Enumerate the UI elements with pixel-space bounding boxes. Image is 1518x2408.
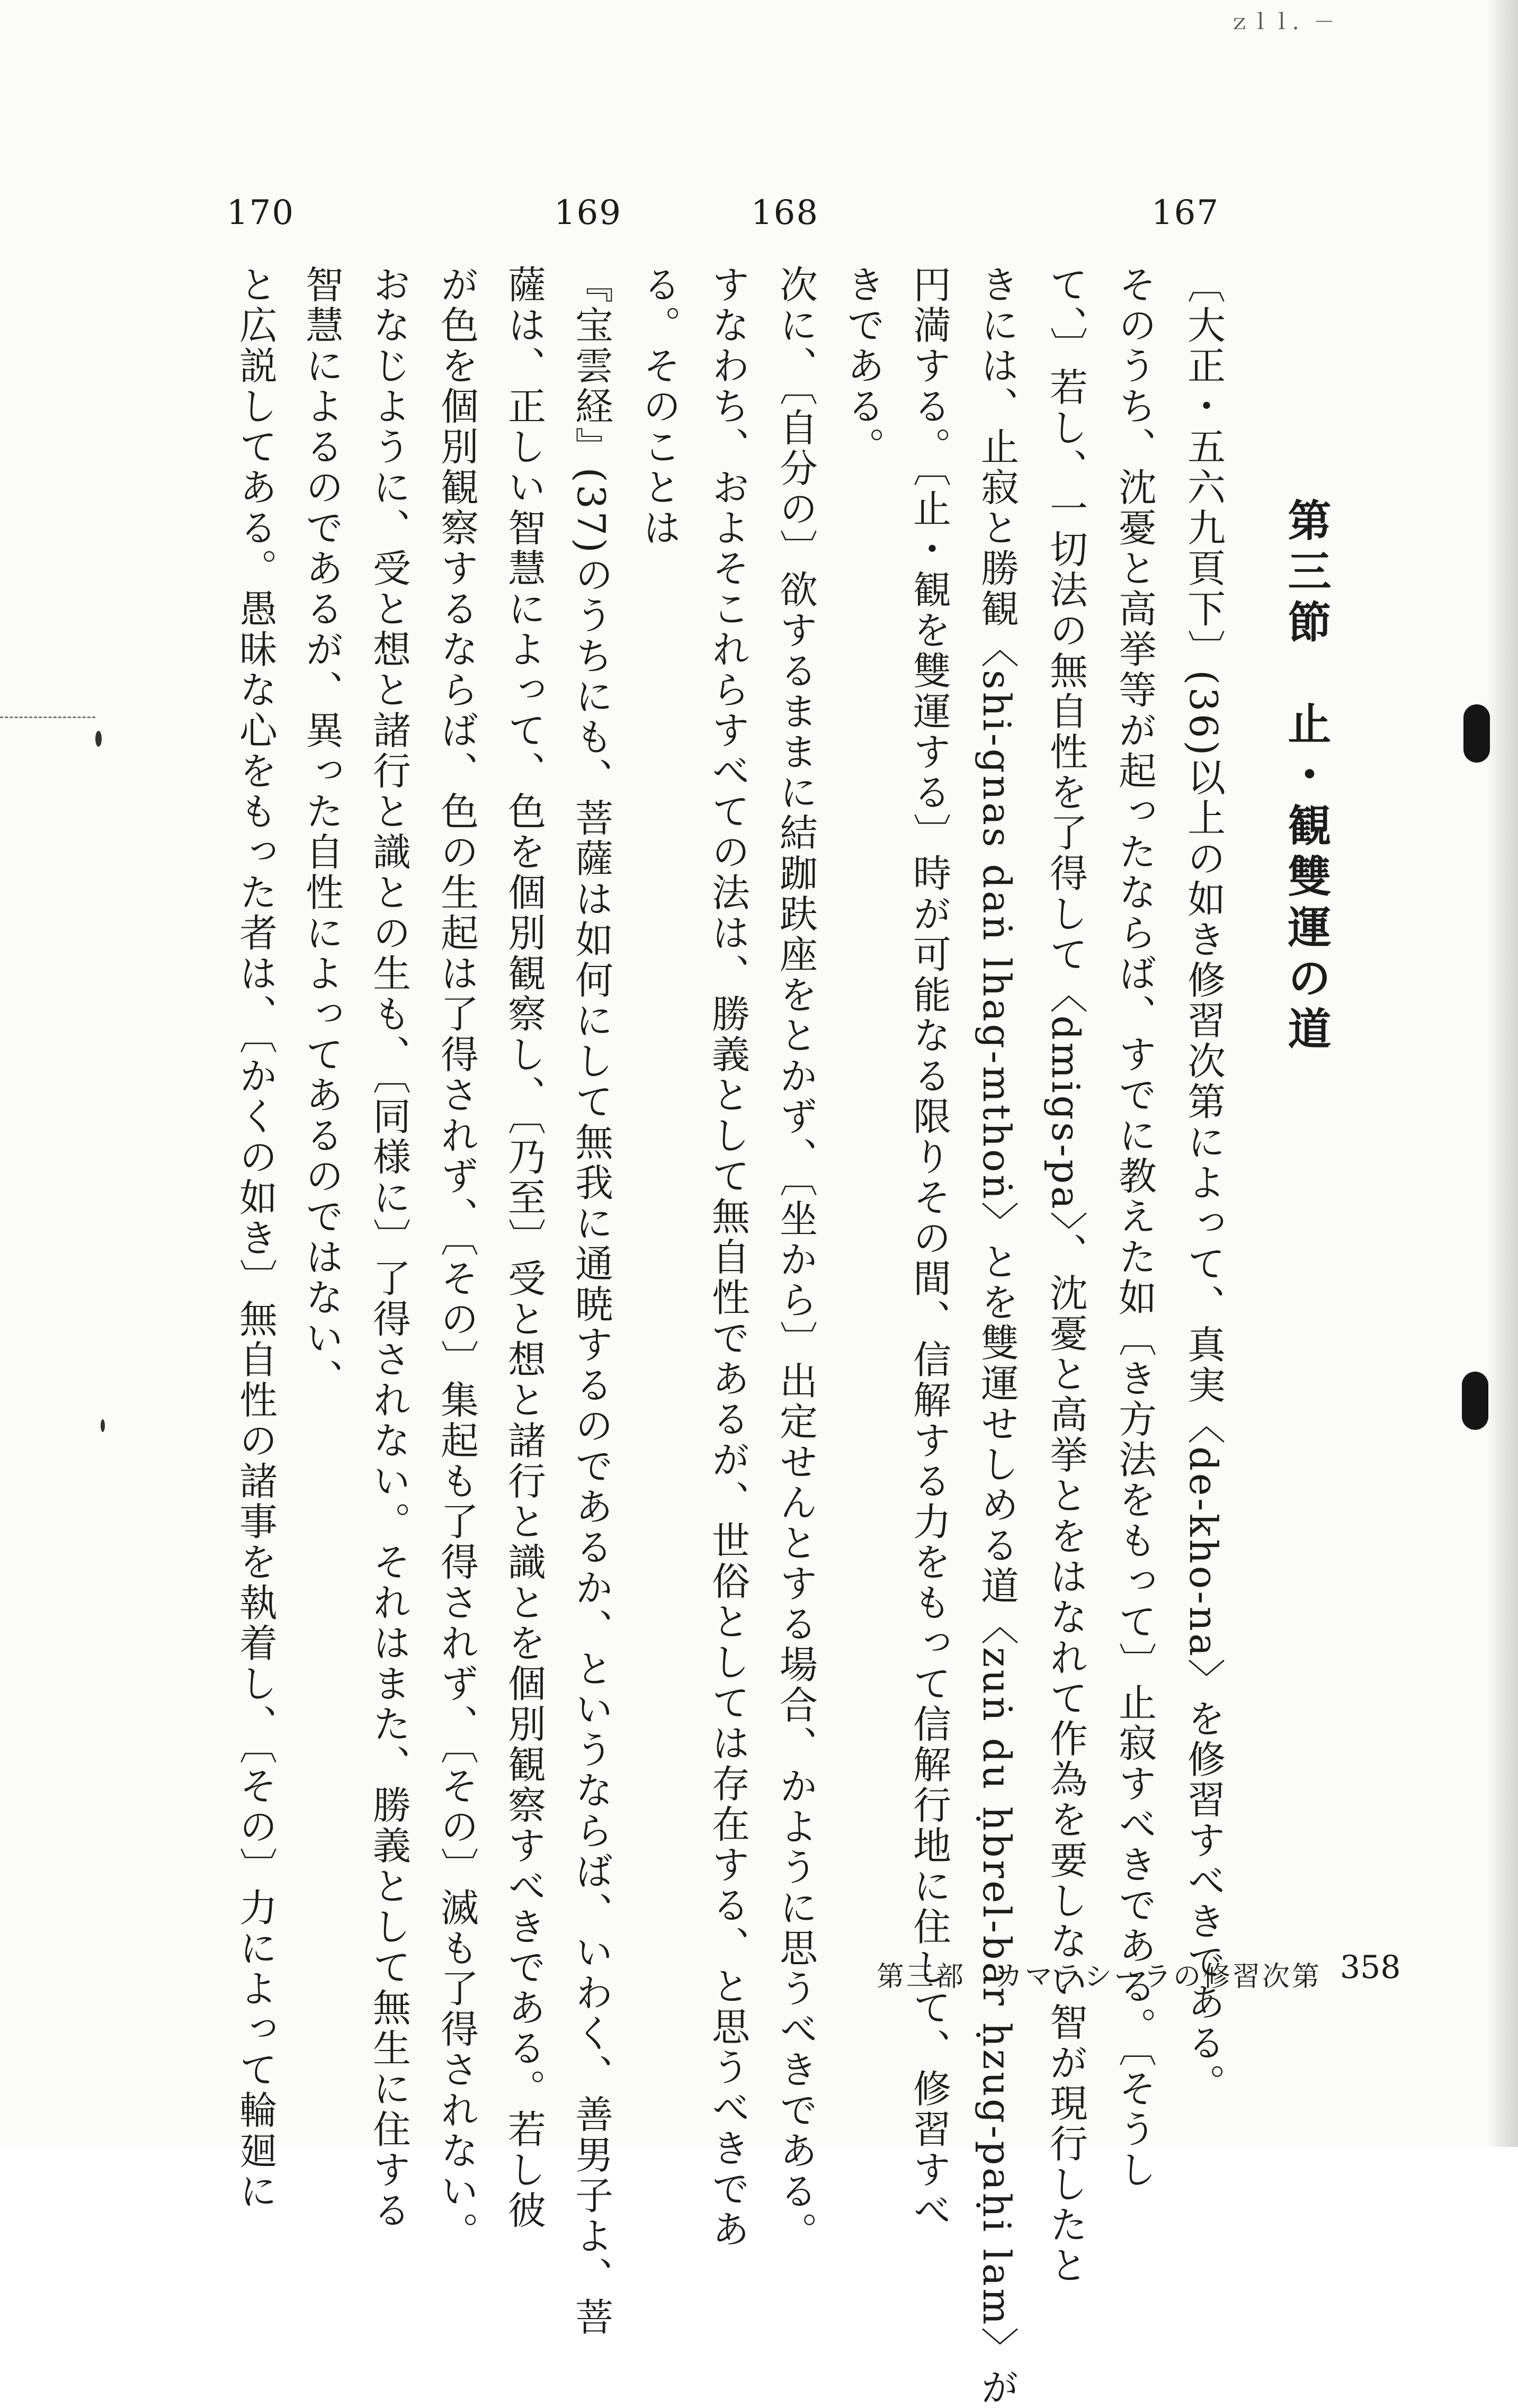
scan-speck — [95, 731, 102, 747]
scan-speck — [101, 1419, 105, 1432]
text-column-5: 円満する。〔止・観を雙運する〕時が可能なる限りその間、信解する力をもって信解行地に住して、修習すべ — [907, 265, 951, 2231]
scan-dash-mark — [0, 717, 95, 718]
binding-hole-lower — [1462, 1372, 1488, 1430]
text-column-3: て、〕若し、一切法の無自性を了得して〈dmigs-pa〉、沈憂と高挙とをはなれて作為を要しない智が現行したと — [1043, 265, 1088, 2286]
text-column-6: きである。 — [841, 265, 885, 468]
note-number-168: 168 — [751, 193, 819, 232]
text-column-8: すなわち、およそこれらすべての法は、勝義として無自性であるが、世俗としては存在する、と思うべきであ — [706, 265, 750, 2250]
running-footer-title: 第三部 カマラシーラの修習次第 — [877, 1961, 1322, 1993]
page-number: 358 — [1340, 1949, 1401, 1986]
note-number-169: 169 — [553, 193, 622, 232]
binding-hole-upper — [1463, 704, 1490, 763]
text-column-2: そのうち、沈憂と高挙等が起ったならば、すでに教えた如〔き方法をもって〕止寂すべきである。〔そうし — [1112, 265, 1157, 2190]
section-heading: 第三節 止・観雙運の道 — [1281, 498, 1332, 1057]
text-column-9: る。そのことは — [637, 265, 681, 549]
text-column-13: おなじように、受と想と諸行と識との生も、〔同様に〕了得されない。それはまた、勝義として無生に住する — [367, 265, 411, 2231]
text-column-1: 〔大正・五六九頁下〕(36)以上の如き修習次第によって、真実〈de-kho-na〉を修習すべきである。 — [1181, 265, 1226, 2105]
text-column-4: きには、止寂と勝観〈shi-gnas daṅ lhag-mthoṅ〉とを雙運せしめる道〈zuṅ du ḥbrel-bar ḥzug-paḥi lam〉が — [975, 265, 1019, 2408]
top-handwritten-mark: ｚｌｌ．－ — [1229, 10, 1335, 34]
scan-edge-shadow — [1486, 0, 1518, 2147]
text-column-10: 『宝雲経』(37)のうちにも、菩薩は如何にして無我に通暁するのであるか、というならば、いわく、善男子よ、菩 — [569, 265, 613, 2338]
text-column-15: と広説してある。愚昧な心をもった者は、〔かくの如き〕無自性の諸事を執着し、〔その〕力によって輪廻に — [233, 265, 278, 2212]
note-number-170: 170 — [226, 193, 295, 232]
text-column-14: 智慧によるのであるが、異った自性によってあるのではない、 — [299, 265, 344, 1399]
text-column-7: 次に、〔自分の〕欲するままに結跏趺座をとかず、〔坐から〕出定せんとする場合、かように思うべきである。 — [773, 265, 818, 2252]
text-column-12: が色を個別観察するならば、色の生起は了得されず、〔その〕集起も了得されず、〔その〕滅も了得されない。 — [434, 265, 479, 2252]
text-column-11: 薩は、正しい智慧によって、色を個別観察し、〔乃至〕受と想と諸行と識とを個別観察すべきである。若し彼 — [502, 265, 546, 2231]
note-number-167: 167 — [1151, 193, 1220, 232]
